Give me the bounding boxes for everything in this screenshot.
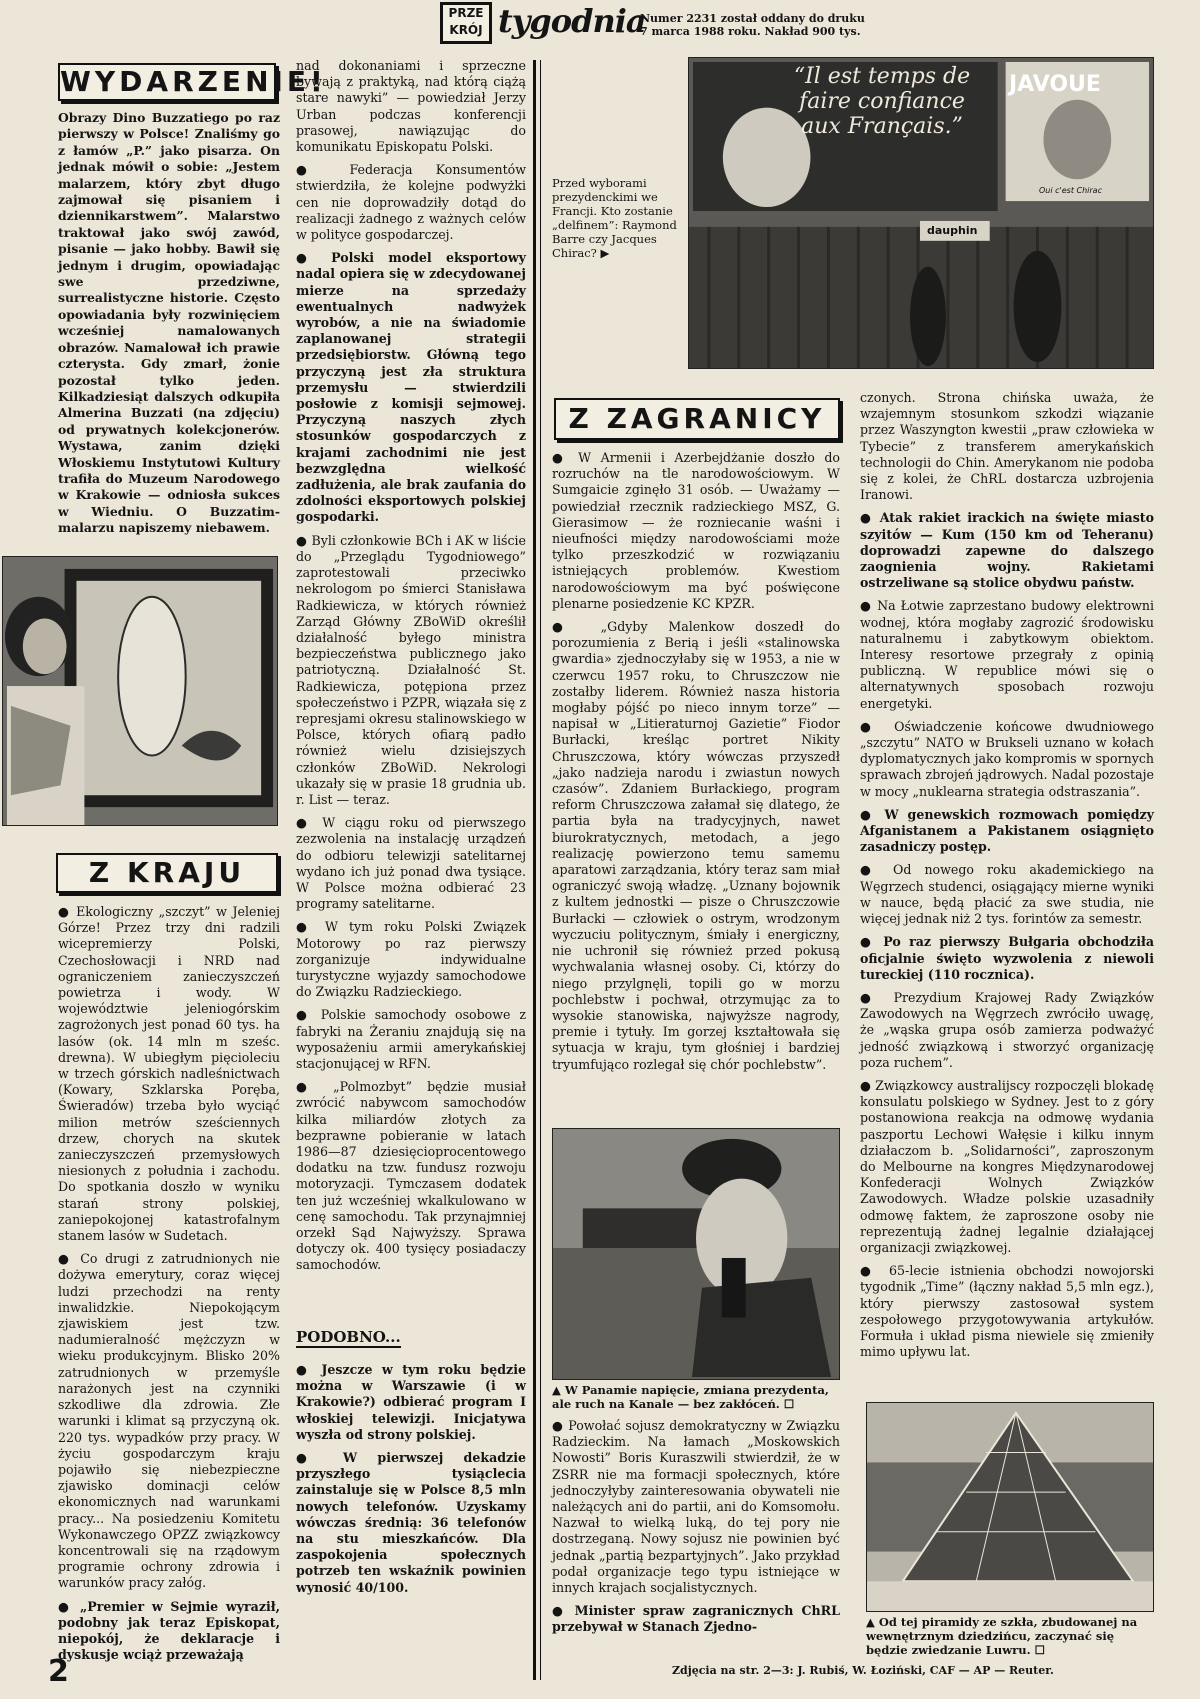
zagranica-item-chrl: ● Minister spraw zagranicznych ChRL przebywał w Stanach Zjedno- xyxy=(552,1603,840,1635)
zagranica-column-4 xyxy=(860,390,1154,1367)
wydarzenie-article xyxy=(58,110,280,544)
photo-france-posters xyxy=(688,57,1154,369)
poster-javoue: JAVOUE xyxy=(1009,72,1101,97)
photo-louvre-graphic xyxy=(867,1403,1153,1611)
zagranica-item-armenia: ● W Armenii i Azerbejdżanie doszło do rozruchów na tle narodowościowym. W Sumgaicie zginęło 31 osób. — Uważamy — powiedział rzecznik radzieckiego MSZ, G. Gierasimow — że rozniecanie waśni i nieufności między narodowościami może tylko przeszkodzić w rozwiązaniu istniejących problemów. Kwestiom narodowościowym ma być poświęcone plenarne posiedzenie KC KPZR. xyxy=(552,450,840,611)
kraj-item-polmozbyt: ● „Polmozbyt” będzie musiał zwrócić nabywcom samochodów kilka miliardów złotych za bezprawne pobieranie w latach 1986—87 dziesięcioprocentowego dodatku na tzw. fundusz rozwoju motoryzacji. Tymczasem dodatek ten już wcześniej wkalkulowano w cenę samochodu. Tak przynajmniej orzekł Sąd Najwyższy. Sprawa dotyczy ok. 400 tysięcy posiadaczy samochodów. xyxy=(296,1079,526,1273)
zagranica-item-genewa: ● W genewskich rozmowach pomiędzy Afganistanem a Pakistanem osiągnięto zasadniczy postęp. xyxy=(860,806,1154,855)
zagranica-item-time: ● 65-lecie istnienia obchodzi nowojorski tygodnik „Time” (łączny nakład 5,5 mln egz.), który pierwszy zastosował system zespołowego przygotowywania artykułów. Formuła i układ pisma niewiele się zmieniły mimo upływu lat. xyxy=(860,1263,1154,1360)
masthead-logo xyxy=(440,2,492,44)
issue-info xyxy=(640,12,900,38)
podobno-item-2: ● W pierwszej dekadzie przyszłego tysiąclecia zainstaluje się w Polsce 8,5 mln nowych telefonów. Uzyskamy wówczas średnią: 36 telefonów na stu mieszkańców. Dla zaspokojenia społecznych potrzeb ten wskaźnik powinien wynosić 40/100. xyxy=(296,1450,526,1595)
issue-line-2: 7 marca 1988 roku. Nakład 900 tys. xyxy=(640,25,861,38)
section-podobno: PODOBNO... xyxy=(296,1328,401,1346)
caption-france: Przed wyborami prezydenckimi we Francji. Kto zostanie „delfinem”: Raymond Barre czy Jacques Chirac? ▶ xyxy=(552,176,677,260)
z-kraju-column xyxy=(58,904,280,1670)
poster-dauphin: dauphin xyxy=(927,224,978,237)
photo-buzzati-exhibition xyxy=(2,556,278,826)
podobno-column xyxy=(296,1362,526,1603)
zagranica-column xyxy=(552,450,840,1080)
zagranica-column-lower xyxy=(552,1418,840,1643)
zagranica-item-nato: ● Oświadczenie końcowe dwudniowego „szczytu” NATO w Brukseli uznano w kołach dyplomatycznych jako kompromis w spornych sprawach zbrojeń jądrowych. Nadal pozostaje w mocy „nuklearna strategia odstraszania”. xyxy=(860,718,1154,799)
column-divider xyxy=(533,60,536,1680)
kraj-item-2: ● Co drugi z zatrudnionych nie dożywa emerytury, coraz więcej ludzi przechodzi na renty inwalidzkie. Niepokojącym zjawiskiem jest tzw. nadumieralność mężczyzn w wieku produkcyjnym. Blisko 20% zatrudnionych w przemyśle narażonych jest na czynniki szkodliwe dla zdrowia. Złe warunki i klimat są przyczyną ok. 220 tys. wypadków przy pracy. W życiu gospodarczym kraju pojawiło się niebezpieczne zjawisko dominacji celów ekonomicznych nad warunkami pracy... Na posiedzeniu Komitetu Wykonawczego OPZZ związkowcy koncentrowali się na rządowym programie ochrony zdrowia i warunków pracy załóg. xyxy=(58,1251,280,1591)
kraj-item-3: ● „Premier w Sejmie wyraził, podobny jak teraz Episkopat, niepokój, że deklaracje i dyskusje wciąż przeważają xyxy=(58,1598,280,1663)
kraj-item-zeran: ● Polskie samochody osobowe z fabryki na Żeraniu znajdują się na wyposażeniu armii amerykańskiej stacjonującej w RFN. xyxy=(296,1007,526,1071)
kraj-item-satelity: ● W ciągu roku od pierwszego zezwolenia na instalację urządzeń do odbioru telewizji satelitarnej wydano ich już ponad dwa tysiące. W Polsce można odbierać 23 programy satelitarne. xyxy=(296,815,526,912)
poster-slogan: “Il est temps de faire confiance aux Français.” xyxy=(793,64,971,139)
z-kraju-column-2 xyxy=(296,58,526,1281)
masthead xyxy=(440,2,900,44)
photo-credits: Zdjęcia na str. 2—3: J. Rubiś, W. Łoziński, CAF — AP — Reuter. xyxy=(672,1664,1054,1677)
poster-chirac: Oui c'est Chirac xyxy=(1039,186,1102,195)
zagranica-item-wegry: ● Od nowego roku akademickiego na Węgrzech studenci, osiągający mierne wyniki w nauce, będą płacić za swe studia, nie więcej jednak niż 2 tys. forintów za semestr. xyxy=(860,862,1154,927)
kraj-item-urban: nad dokonaniami i sprzeczne bywają z praktyką, nad którą ciążą stare nawyki” — powiedział Jerzy Urban podczas konferencji prasowej, nawiązując do komunikatu Episkopatu Polski. xyxy=(296,58,526,155)
zagranica-item-lotwa: ● Na Łotwie zaprzestano budowy elektrowni wodnej, która mogłaby zagrozić środowisku naturalnemu i zabytkowym obiektom. Interesy resortowe przegrały z opinią publiczną. W republice mówi się o alternatywnych sposobach rozwoju energetyki. xyxy=(860,598,1154,711)
masthead-title: tygodnia xyxy=(498,2,646,40)
kraj-item-bch-ak: ● Byli członkowie BCh i AK w liście do „Przeglądu Tygodniowego” zaprotestowali przeciwko nekrologom po śmierci Stanisława Radkiewicza, w których również Zarząd Główny ZBoWiD określił działalność byłego ministra bezpieczeństwa publicznego jako patriotyczną. Działalność St. Radkiewicza, potępiona przez społeczeństwo i PZPR, wiązała się z represjami okresu stalinowskiego w Polsce, których ofiarą padło również wielu dzisiejszych członków ZBoWiD. Nekrologi ukazały się w prasie 18 grudnia ub. r. List — teraz. xyxy=(296,532,526,807)
caption-louvre: ▲ Od tej piramidy ze szkła, zbudowanej na wewnętrznym dziedzińcu, zaczynać się będzie zwiedzanie Luwru. ☐ xyxy=(866,1615,1138,1657)
photo-louvre-pyramid xyxy=(866,1402,1154,1612)
zagranica-item-chiny: czonych. Strona chińska uważa, że wzajemnym stosunkom szkodzi wiązanie przez Waszyngton kwestii „praw człowieka w Tybecie” z transferem amerykańskich technologii do Chin. Amerykanom nie podoba się z kolei, że ChRL dostarcza uzbrojenia Iranowi. xyxy=(860,390,1154,503)
kraj-item-eksport: ● Polski model eksportowy nadal opiera się w zdecydowanej mierze na sprzedaży ewentualnych nadwyżek wyrobów, a nie na świadomie zaplanowanej strategii przedsiębiorstw. Główną tego przyczyną jest zła struktura przemysłu — stwierdzili posłowie z komisji sejmowej. Przyczyną naszych złych stosunków gospodarczych z krajami zachodnimi nie jest bezwzględna wielkość zadłużenia, ale brak zaufania do zdolności eksportowych polskiej gospodarki. xyxy=(296,250,526,525)
kraj-item-konsumenci: ● Federacja Konsumentów stwierdziła, że kolejne podwyżki cen nie doprowadziły dotąd do realizacji żadnego z ważnych celów w polityce gospodarczej. xyxy=(296,162,526,243)
caption-panama: ▲ W Panamie napięcie, zmiana prezydenta, ale ruch na Kanale — bez zakłóceń. ☐ xyxy=(552,1383,829,1411)
zagranica-item-sojusz: ● Powołać sojusz demokratyczny w Związku Radzieckim. Na łamach „Moskowskich Nowosti” Boris Kuraszwili stwierdził, że w ZSRR nie ma formacji społecznych, które jednoczyłyby zainteresowania obywateli nie należących ani do partii, ani do Komsomołu. Nazwał to wielką luką, do tej pory nie dostrzeganą. Nowy sojusz nie powinien być jednak „partią bezpartyjnych”. Jako przykład podał organizacje tego typu istniejące w innych krajach socjalistycznych. xyxy=(552,1418,840,1596)
issue-line-1: Numer 2231 został oddany do druku xyxy=(640,12,865,25)
zagranica-item-australia: ● Związkowcy australijscy rozpoczęli blokadę konsulatu polskiego w Sydney. Jest to z góry postanowiona reakcja na odmowę wydania paszportu Lechowi Wałęsie i kilku innym działaczom b. „Solidarności”, zaproszonym do Melbourne na kongres Międzynarodowej Konfederacji Wolnych Związków Zawodowych. Władze polskie uzasadniły odmowę faktem, że zaproszone osoby nie reprezentują żadnej legalnie działającej organizacji związkowej. xyxy=(860,1077,1154,1255)
section-wydarzenie: WYDARZENIE! xyxy=(58,63,276,101)
podobno-item-1: ● Jeszcze w tym roku będzie można w Warszawie (i w Krakowie?) odbierać program I włoskiej telewizji. Inicjatywa wyszła od strony polskiej. xyxy=(296,1362,526,1442)
wydarzenie-text: Obrazy Dino Buzzatiego po raz pierwszy w Polsce! Znaliśmy go z łamów „P.” jako pisarza. On jednak mówił o sobie: „Jestem malarzem, który zbyt długo zajmował się pisaniem i dziennikarstwem”. Malarstwo traktował jako swój zawód, pisanie — jako hobby. Bawił się jednym i drugim, opowiadając swe przedziwne, surrealistyczne historie. Często opowiadania były rozwinięciem wcześniej namalowanych obrazów. Namalował ich prawie czterysta. Gdy zmarł, żonie pozostał tylko jeden. Kilkadziesiąt dalszych odkupiła Almerina Buzzati (na zdjęciu) od prywatnych kolekcjonerów. Wystawa, zanim dzięki Włoskiemu Instytutowi Kultury trafiła do Muzeum Narodowego w Krakowie — odniosła sukces w Wiedniu. O Buzzatim-malarzu napiszemy niebawem. xyxy=(58,110,280,536)
kraj-item-1: ● Ekologiczny „szczyt” w Jeleniej Górze! Przez trzy dni radzili wicepremierzy Polski, Czechosłowacji i NRD nad ograniczeniem zanieczyszczeń powietrza i wody. W województwie jeleniogórskim zagrożonych jest ponad 60 tys. ha lasów (ok. 14 mln m sześc. drewna). W ubiegłym pięcioleciu w trzech górskich nadleśnictwach (Kowary, Szklarska Poręba, Świeradów) trzeba było wyciąć milion metrów sześciennych drzew, chorych na skutek zanieczyszczeń przemysłowych niesionych z południa i zachodu. Do spotkania doszło w wyniku starań strony polskiej, zaniepokojonej katastrofalnym stanem lasów w Sudetach. xyxy=(58,904,280,1244)
logo-bottom: KRÓJ xyxy=(449,23,483,37)
kraj-item-pzm: ● W tym roku Polski Związek Motorowy po raz pierwszy zorganizuje indywidualne turystyczne wyjazdy samochodowe do Związku Radzieckiego. xyxy=(296,919,526,1000)
column-divider-thin xyxy=(540,60,541,1680)
photo-panama xyxy=(552,1128,840,1380)
zagranica-item-malenkow: ● „Gdyby Malenkow doszedł do porozumienia z Berią i jeśli «stalinowska gwardia» zjednoczyłaby się w 1953, a nie w czerwcu 1957 roku, to Chruszczow nie zostałby liderem. Również nasza historia mogłaby pójść po nieco innym torze” — napisał w „Litieraturnoj Gazietie” Fiodor Burłacki, kreśląc portret Nikity Chruszczowa, który wówczas przyszedł „jako nadzieja narodu i zwiastun nowych czasów”. Zdaniem Burłackiego, program reform Chruszczowa załamał się dlatego, że partia była na tradycyjnych, nawet biurokratycznych, metodach, a jego realizację powierzono temu samemu aparatowi zarządzania, który teraz sam miał ograniczyć swoją władzę. „Uznany bojownik z kultem jednostki — pisze o Chruszczowie Burłacki — człowiek o ostrym, wrodzonym wyczuciu politycznym, śmiały i energiczny, nie uchronił się również przed pokusą wychwalania własnej osoby. Ci, którzy do niego przylgnęli, topili go w morzu pochlebstw i pochwał, otrzymując za to wysokie stanowiska, najwyższe nagrody, premie i tytuły. Im gorzej kształtowała się sytuacja w kraju, tym głośniej i bardziej tryumfująco rozlegał się chór pochlebstw”. xyxy=(552,619,840,1072)
photo-panama-graphic xyxy=(553,1129,839,1379)
zagranica-item-zwiazki: ● Prezydium Krajowej Rady Związków Zawodowych na Węgrzech zwróciło uwagę, że „wąska grupa osób zamierza podważyć jedność związkową i stworzyć organizację poza ruchem”. xyxy=(860,989,1154,1070)
photo-buzzati-graphic xyxy=(3,557,277,825)
zagranica-item-kum: ● Atak rakiet irackich na święte miasto szyitów — Kum (150 km od Teheranu) doprowadzi zapewne do dalszego zaognienia wojny. Rakietami ostrzeliwane są stolice obydwu państw. xyxy=(860,510,1154,591)
section-z-zagranicy: Z ZAGRANICY xyxy=(554,398,840,440)
section-z-kraju: Z KRAJU xyxy=(56,853,278,893)
page-number: 2 xyxy=(48,1654,69,1689)
zagranica-item-bulgaria: ● Po raz pierwszy Bułgaria obchodziła oficjalnie święto wyzwolenia z niewoli tureckiej (110 rocznica). xyxy=(860,934,1154,982)
logo-top: PRZE xyxy=(448,6,484,20)
